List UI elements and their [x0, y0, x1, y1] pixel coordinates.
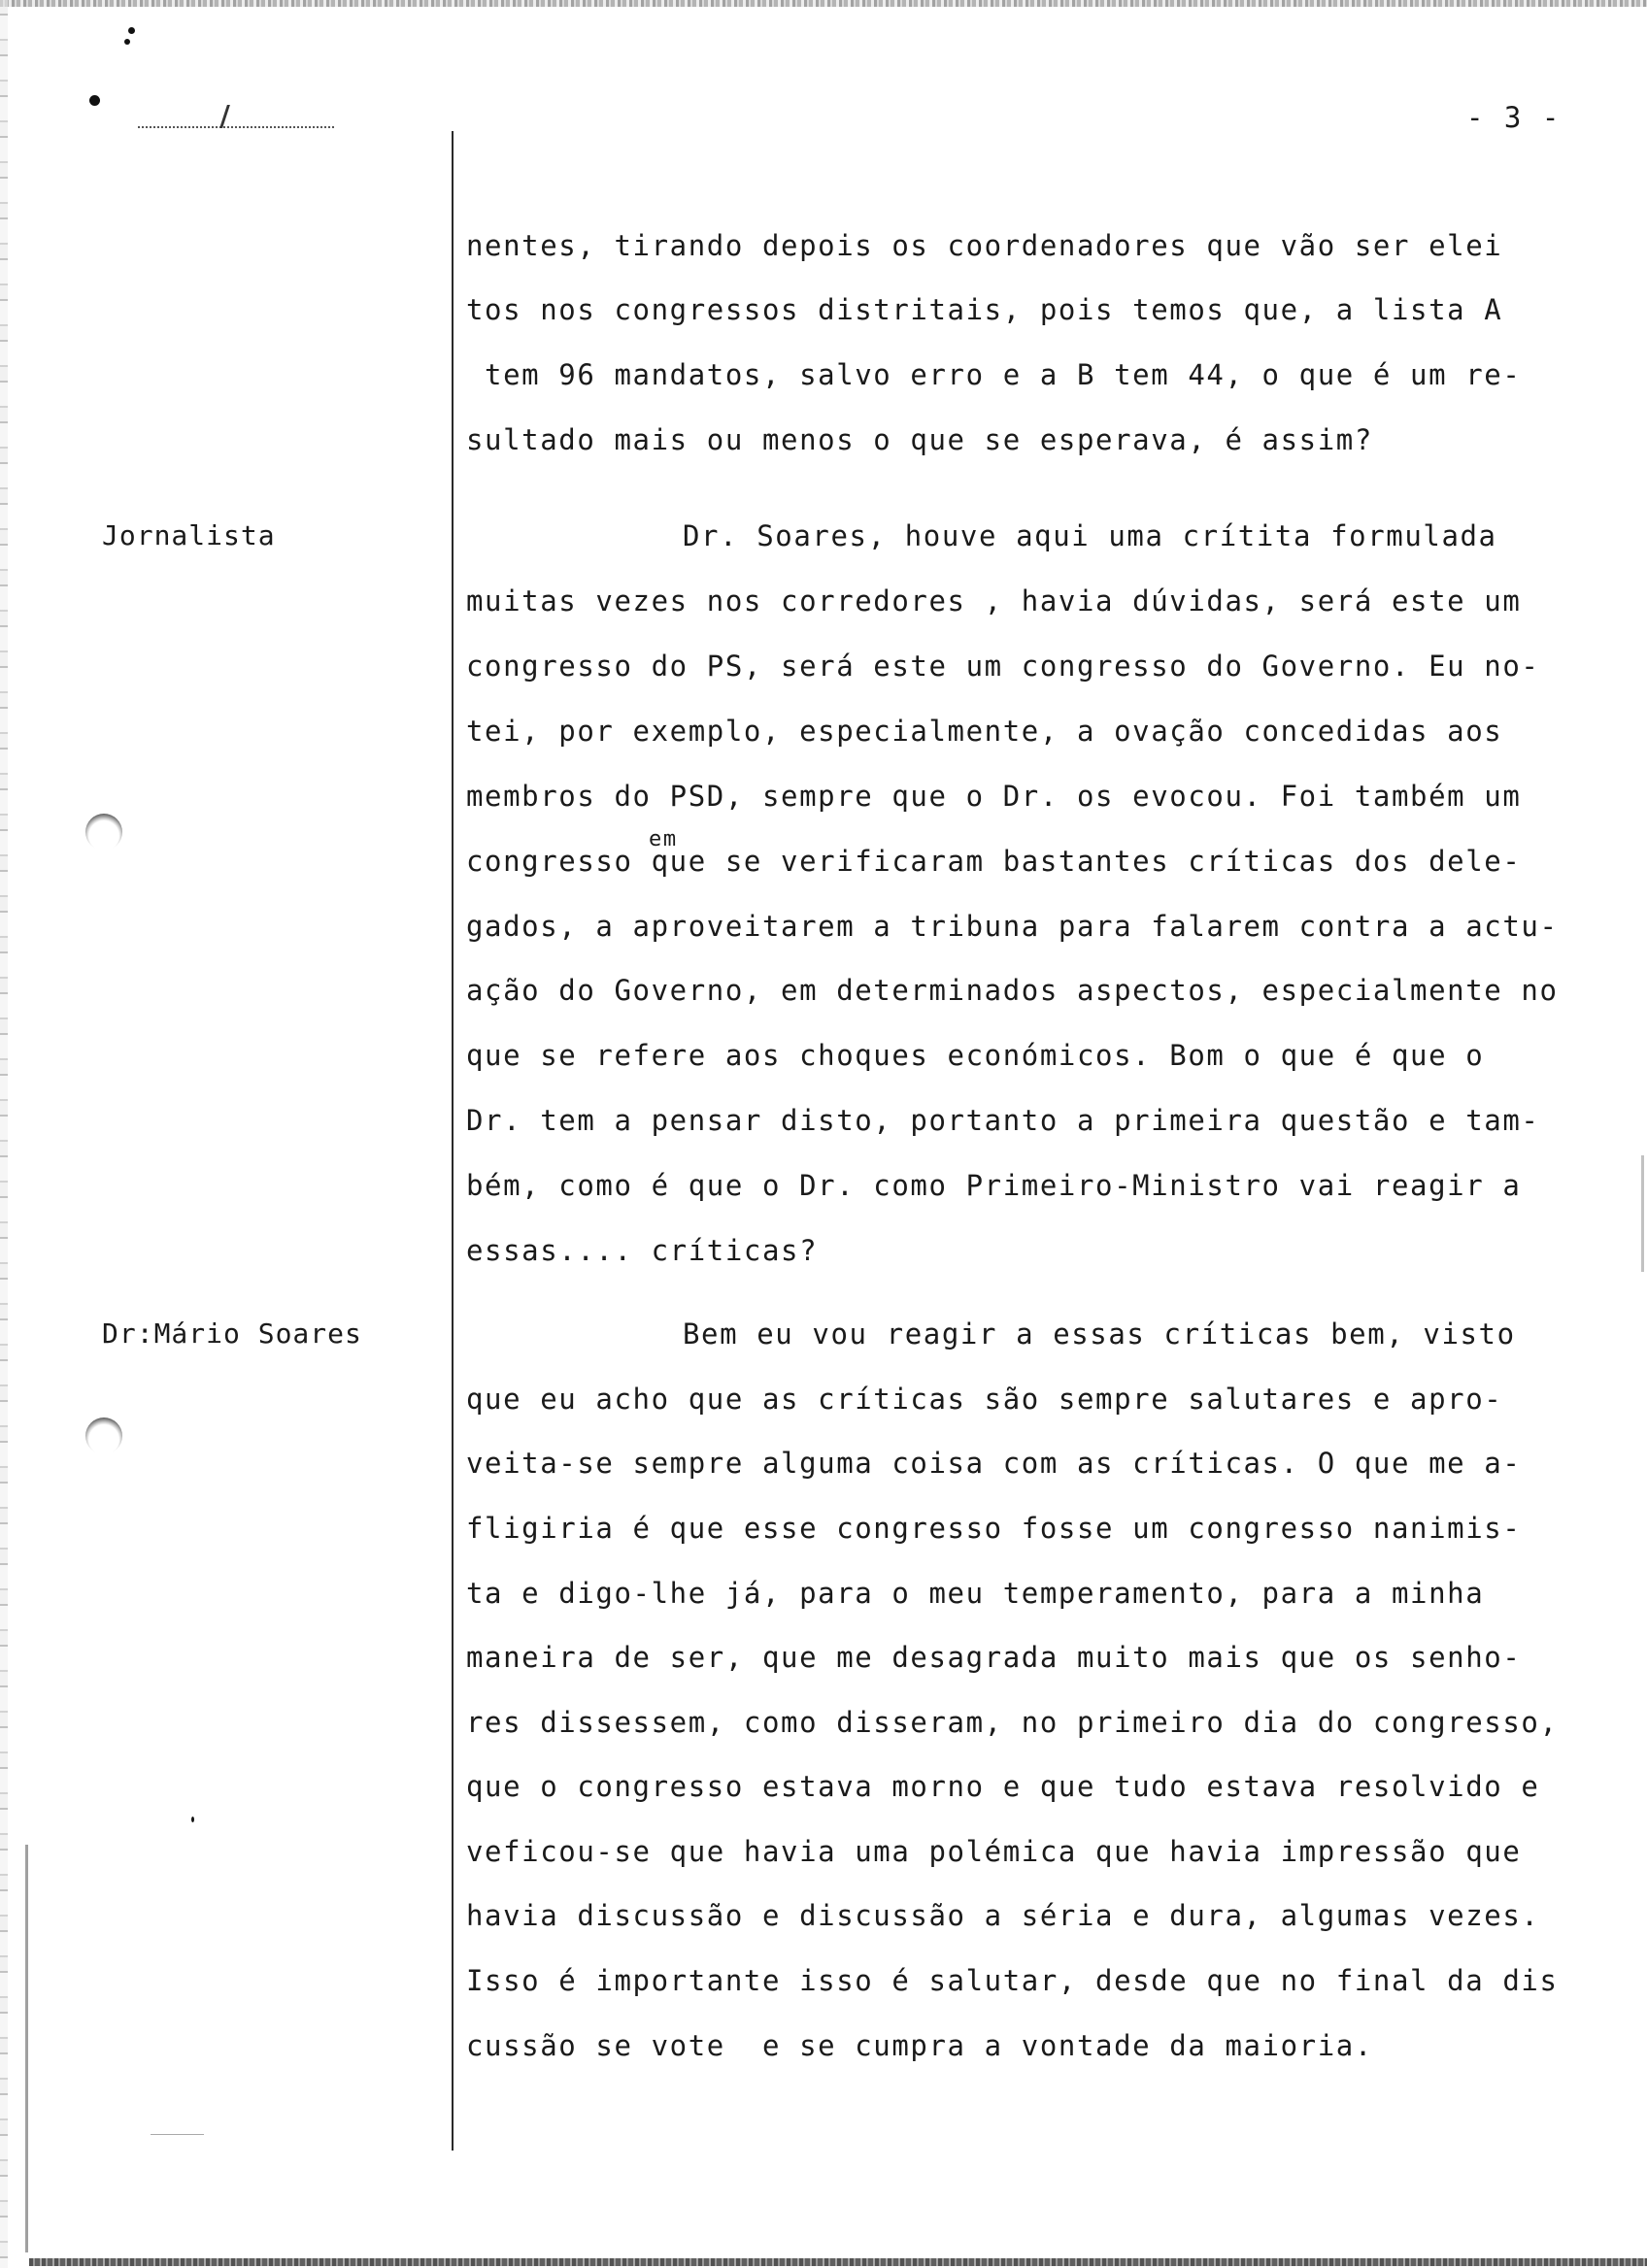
page-number: - 3 -: [1466, 101, 1562, 134]
text-line: ação do Governo, em determinados aspectos, especialmente no: [466, 974, 1559, 1007]
text-line: res dissessem, como disseram, no primeiro dia do congresso,: [466, 1706, 1559, 1739]
scan-left-edge: [0, 0, 8, 2268]
scan-top-edge: [0, 0, 1647, 7]
text-line: que se refere aos choques económicos. Bom o que é que o: [466, 1039, 1485, 1072]
speaker-label: Dr:Mário Soares: [102, 1317, 362, 1350]
ink-dot: [89, 95, 100, 106]
text-line: que eu acho que as críticas são sempre salutares e apro-: [466, 1383, 1503, 1416]
text-line: havia discussão e discussão a séria e dura, algumas vezes.: [466, 1899, 1540, 1932]
punch-hole: [85, 1418, 122, 1454]
text-line: fligiria é que esse congresso fosse um congresso nanimis-: [466, 1512, 1522, 1545]
scan-right-edge-mark: [1641, 1155, 1644, 1272]
ink-dot: [128, 27, 135, 34]
interlinear-insertion: em: [649, 827, 678, 851]
text-line: veita-se sempre alguma coisa com as críticas. O que me a-: [466, 1447, 1522, 1480]
text-line: veficou-se que havia uma polémica que havia impressão que: [466, 1835, 1522, 1868]
text-line: Isso é importante isso é salutar, desde que no final da dis: [466, 1964, 1559, 1997]
text-line: cussão se vote e se cumpra a vontade da maioria.: [466, 2029, 1373, 2062]
reference-line: [138, 126, 334, 128]
speaker-label: Jornalista: [102, 519, 276, 551]
text-line: Dr. Soares, houve aqui uma crítita formulada: [683, 519, 1497, 552]
text-line: maneira de ser, que me desagrada muito mais que os senho-: [466, 1641, 1522, 1674]
text-line: congresso que se verificaram bastantes críticas dos dele-: [466, 845, 1522, 878]
ink-dot: [191, 1817, 194, 1822]
text-line: Dr. tem a pensar disto, portanto a primeira questão e tam-: [466, 1104, 1540, 1137]
text-line: ta e digo-lhe já, para o meu temperamento, para a minha: [466, 1577, 1485, 1610]
text-line: sultado mais ou menos o que se esperava, é assim?: [466, 423, 1373, 456]
text-line: bém, como é que o Dr. como Primeiro-Ministro vai reagir a: [466, 1169, 1522, 1202]
speaker-column-divider: [452, 131, 454, 2151]
text-line: tei, por exemplo, especialmente, a ovação concedidas aos: [466, 715, 1503, 748]
text-line: muitas vezes nos corredores , havia dúvidas, será este um: [466, 584, 1522, 617]
text-line: nentes, tirando depois os coordenadores que vão ser elei: [466, 229, 1503, 262]
reference-slash: [219, 105, 230, 128]
text-line: gados, a aproveitarem a tribuna para falarem contra a actu-: [466, 910, 1559, 943]
smudge-mark: [151, 2134, 204, 2135]
text-line: membros do PSD, sempre que o Dr. os evocou. Foi também um: [466, 780, 1522, 813]
scan-left-edge-mark: [25, 1845, 28, 2252]
text-line: essas.... críticas?: [466, 1234, 819, 1267]
text-line: Bem eu vou reagir a essas críticas bem, visto: [683, 1317, 1516, 1351]
scan-bottom-edge: [29, 2258, 1647, 2266]
text-line: congresso do PS, será este um congresso do Governo. Eu no-: [466, 650, 1540, 683]
text-line: que o congresso estava morno e que tudo estava resolvido e: [466, 1770, 1540, 1803]
text-line: tos nos congressos distritais, pois temos que, a lista A: [466, 293, 1503, 326]
punch-hole: [85, 814, 122, 850]
text-line: tem 96 mandatos, salvo erro e a B tem 44, o que é um re-: [466, 358, 1522, 391]
ink-dot: [124, 39, 130, 45]
